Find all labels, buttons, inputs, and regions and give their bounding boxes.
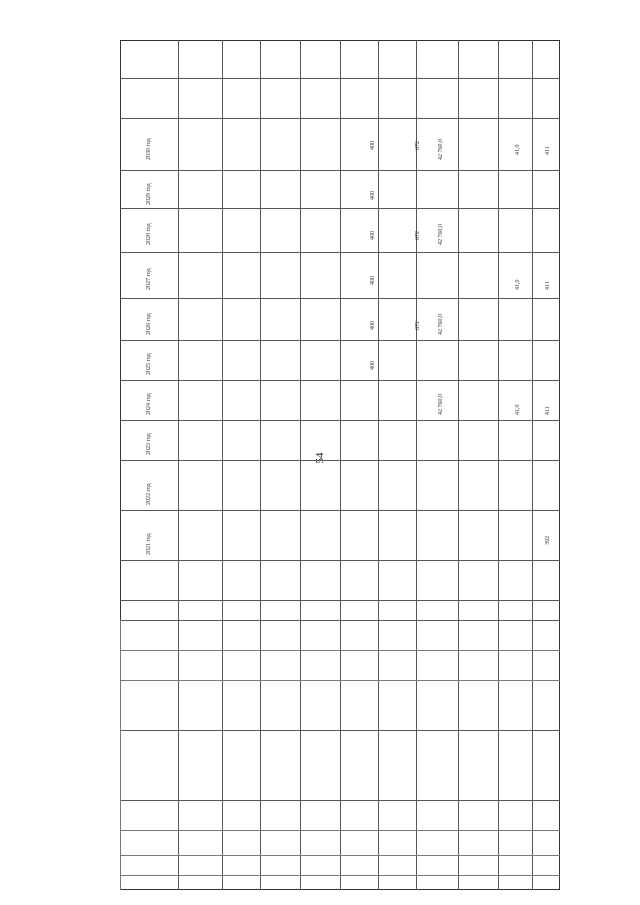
year-header: 2024 год <box>146 393 152 415</box>
year-header: 2023 год <box>146 433 152 455</box>
table-cell: 672 <box>415 321 421 330</box>
col-divider <box>378 40 379 890</box>
table-cell: 42 760,0 <box>438 394 444 415</box>
table-cell: 41,0 <box>515 404 521 415</box>
table-cell: 672 <box>415 141 421 150</box>
year-header: 2022 год <box>146 483 152 505</box>
table-cell: 411 <box>545 146 551 155</box>
col-divider <box>178 40 179 890</box>
col-divider <box>300 40 301 890</box>
table-cell: 400 <box>370 141 376 150</box>
year-header: 2029 год <box>146 183 152 205</box>
table-cell: 411 <box>545 406 551 415</box>
code-row <box>120 875 560 876</box>
data-table <box>120 40 560 890</box>
year-header: 2028 год <box>146 223 152 245</box>
table-cell: 400 <box>370 321 376 330</box>
table-cell: 400 <box>370 361 376 370</box>
year-header: 2030 год <box>146 138 152 160</box>
col-divider <box>416 40 417 890</box>
year-header: 2027 год <box>146 268 152 290</box>
col-divider <box>532 40 533 890</box>
table-cell: 672 <box>415 231 421 240</box>
table-cell: 392 <box>545 536 551 545</box>
table-cell: 400 <box>370 231 376 240</box>
page-number: 54 <box>314 452 326 464</box>
code-row <box>120 830 560 831</box>
table-cell: 400 <box>370 276 376 285</box>
table-cell: 411 <box>545 281 551 290</box>
col-divider <box>498 40 499 890</box>
year-header: 2026 год <box>146 313 152 335</box>
table-cell: 41,0 <box>515 144 521 155</box>
year-header: 2021 год <box>146 533 152 555</box>
table-cell: 42 760,0 <box>438 139 444 160</box>
col-divider <box>222 40 223 890</box>
col-divider <box>340 40 341 890</box>
table-cell: 42 760,0 <box>438 224 444 245</box>
year-header: 2025 год <box>146 353 152 375</box>
col-divider <box>458 40 459 890</box>
table-cell: 400 <box>370 191 376 200</box>
code-row <box>120 855 560 856</box>
code-row <box>120 680 560 681</box>
table-cell: 41,0 <box>515 279 521 290</box>
code-col <box>120 620 121 890</box>
table-cell: 42 760,0 <box>438 314 444 335</box>
col-divider <box>260 40 261 890</box>
code-row <box>120 650 560 651</box>
